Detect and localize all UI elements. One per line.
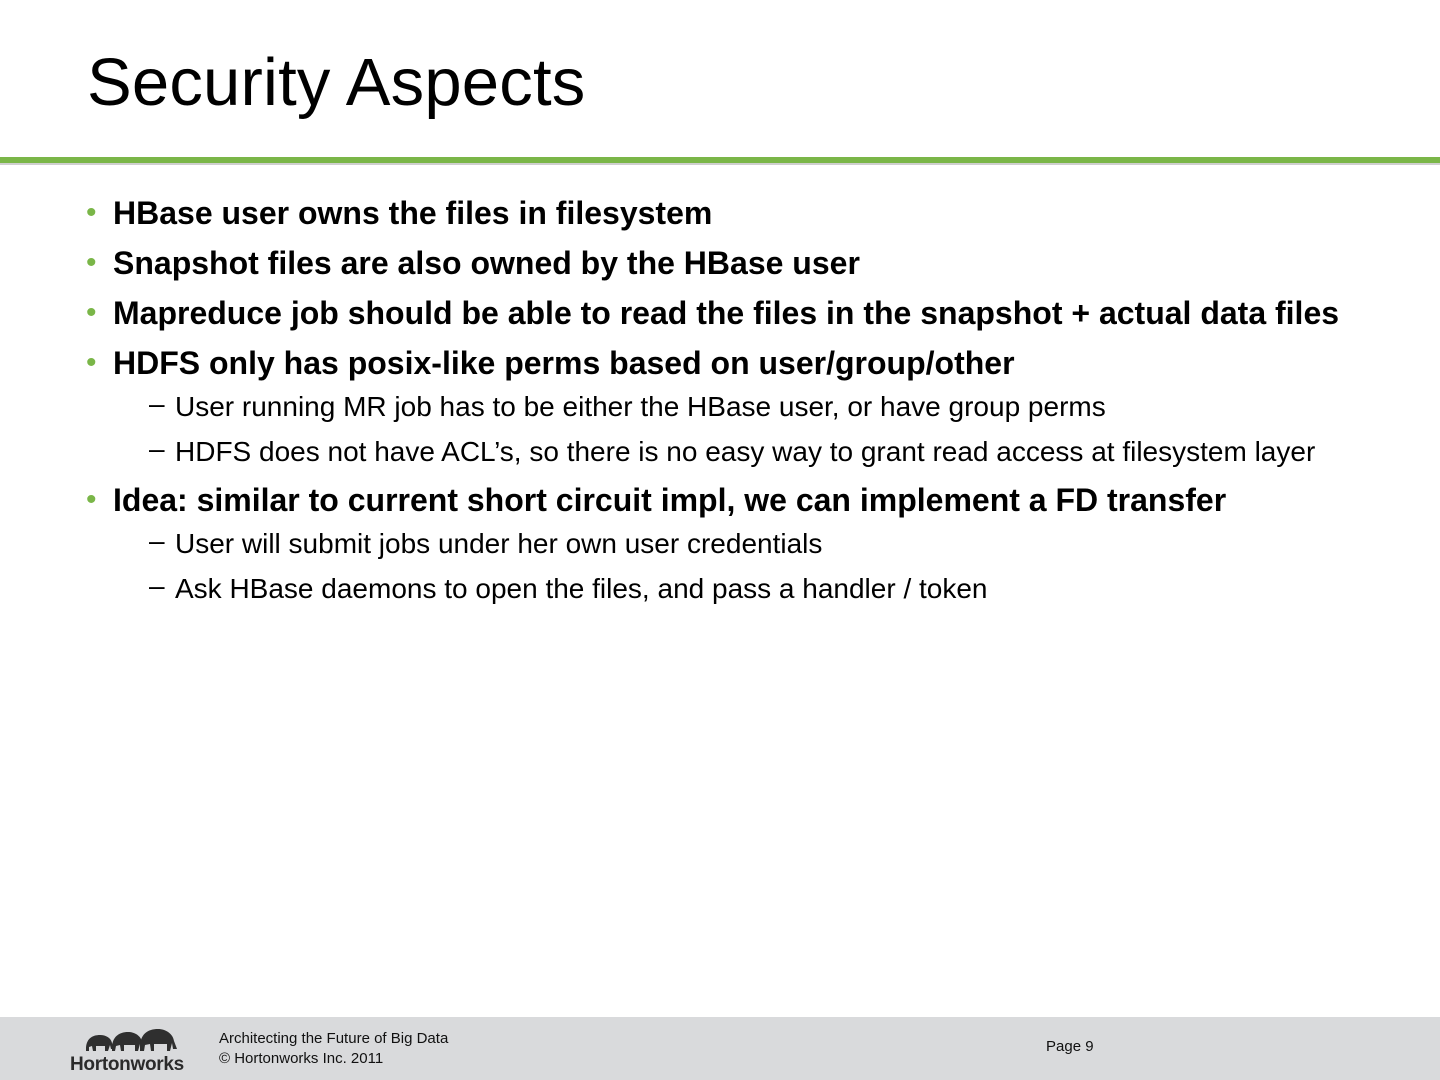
page-number: Page 9 [1046,1038,1094,1055]
bullet-text: HDFS only has posix-like perms based on user/group/other [113,345,1015,381]
bullet-list [86,192,1363,616]
sub-bullet-text: HDFS does not have ACL’s, so there is no easy way to grant read access at filesystem layer [175,436,1316,467]
bullet-item [86,342,1363,471]
dash-icon: – [149,433,165,464]
bullet-item [86,242,1363,284]
sub-bullet-item [149,525,1363,563]
bullet-item [86,192,1363,234]
sub-bullet-text: User will submit jobs under her own user credentials [175,528,823,559]
elephants-logo-icon [84,1027,184,1055]
sub-bullet-item [149,570,1363,608]
bullet-dot-icon: • [86,296,97,329]
bullet-dot-icon: • [86,246,97,279]
footer-copyright: © Hortonworks Inc. 2011 [219,1050,384,1067]
bullet-text: Mapreduce job should be able to read the files in the snapshot + actual data files [113,295,1340,331]
slide-title: Security Aspects [87,45,586,120]
sub-bullet-list [113,388,1363,471]
bullet-text: Snapshot files are also owned by the HBase user [113,245,860,281]
logo-wordmark: Hortonworks [70,1054,184,1075]
footer-tagline [219,1029,448,1069]
bullet-dot-icon: • [86,196,97,229]
sub-bullet-item [149,388,1363,426]
slide-footer [0,1017,1440,1080]
bullet-text: Idea: similar to current short circuit impl, we can implement a FD transfer [113,482,1227,518]
bullet-item [86,292,1363,334]
bullet-dot-icon: • [86,483,97,516]
dash-icon: – [149,525,165,556]
dash-icon: – [149,570,165,601]
title-divider [0,157,1440,165]
bullet-text: HBase user owns the files in filesystem [113,195,713,231]
hortonworks-logo [70,1027,190,1075]
dash-icon: – [149,388,165,419]
sub-bullet-item [149,433,1363,471]
sub-bullet-list [113,525,1363,608]
sub-bullet-text: User running MR job has to be either the HBase user, or have group perms [175,391,1106,422]
bullet-dot-icon: • [86,346,97,379]
bullet-item [86,479,1363,608]
sub-bullet-text: Ask HBase daemons to open the files, and pass a handler / token [175,573,988,604]
footer-tagline-line1: Architecting the Future of Big Data [219,1030,449,1047]
